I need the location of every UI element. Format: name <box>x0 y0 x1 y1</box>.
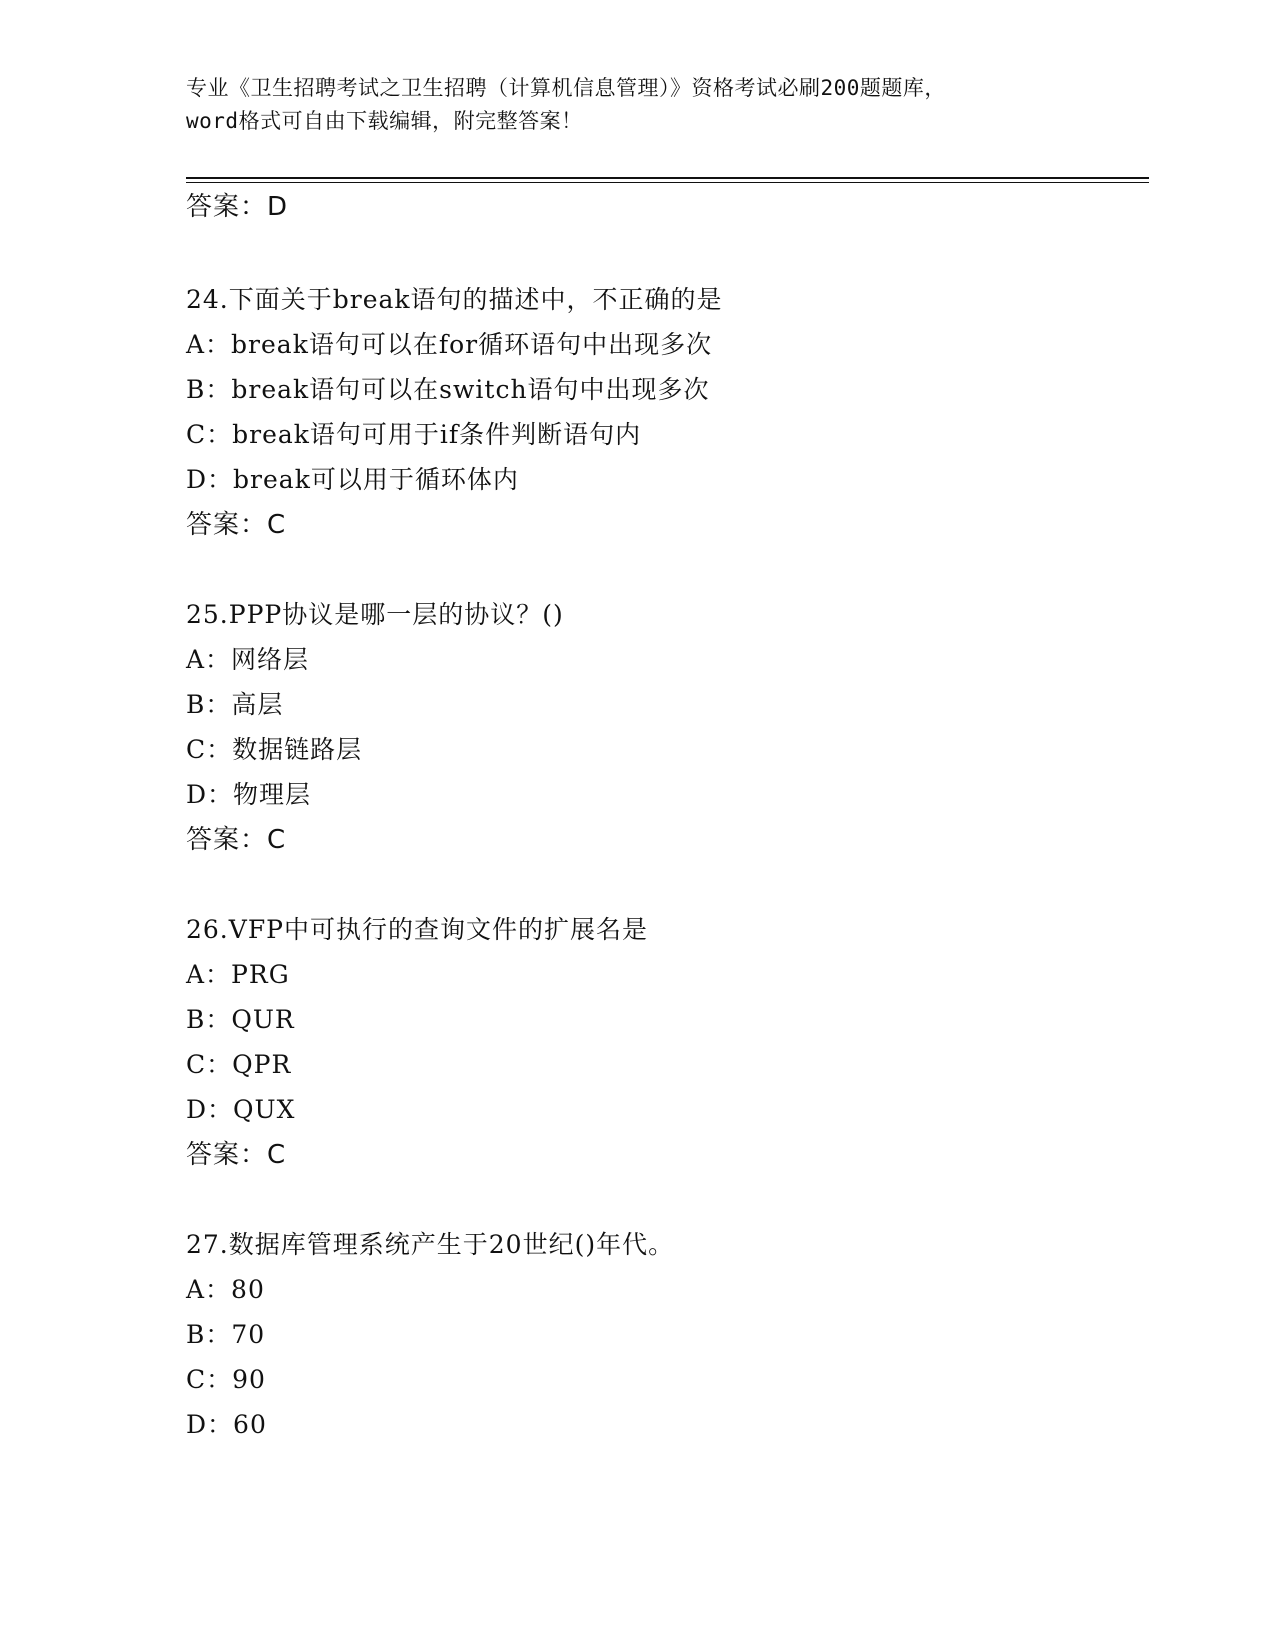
header-title-line-1: 专业《卫生招聘考试之卫生招聘（计算机信息管理）》资格考试必刷200题题库， <box>186 76 946 100</box>
question-27-option-a: A：80 <box>186 1275 265 1304</box>
question-26-option-c: C：QPR <box>186 1050 292 1079</box>
question-24-option-d: D：break可以用于循环体内 <box>186 465 519 494</box>
question-26-option-a: A：PRG <box>186 960 290 989</box>
question-25-option-b: B：高层 <box>186 690 284 719</box>
question-24-option-b: B：break语句可以在switch语句中出现多次 <box>186 375 710 404</box>
question-25-option-a: A：网络层 <box>186 645 310 674</box>
header-divider-thick <box>186 177 1149 179</box>
question-25-option-d: D：物理层 <box>186 780 312 809</box>
question-27-option-c: C：90 <box>186 1365 266 1394</box>
header-title-line-2: word格式可自由下载编辑，附完整答案！ <box>186 109 583 133</box>
question-26-answer: 答案：C <box>186 1140 287 1170</box>
question-25-option-c: C：数据链路层 <box>186 735 363 764</box>
question-27-option-d: D：60 <box>186 1410 267 1439</box>
header-divider-thin <box>186 182 1149 183</box>
question-26-option-b: B：QUR <box>186 1005 295 1034</box>
question-24-answer: 答案：C <box>186 510 287 540</box>
question-25-answer: 答案：C <box>186 825 287 855</box>
question-27-stem: 27.数据库管理系统产生于20世纪()年代。 <box>186 1230 675 1259</box>
question-24-option-c: C：break语句可用于if条件判断语句内 <box>186 420 642 449</box>
question-24-option-a: A：break语句可以在for循环语句中出现多次 <box>186 330 713 359</box>
question-26-option-d: D：QUX <box>186 1095 296 1124</box>
question-26-stem: 26.VFP中可执行的查询文件的扩展名是 <box>186 915 648 944</box>
previous-answer: 答案：D <box>186 192 289 222</box>
document-header <box>186 72 1086 138</box>
question-25-stem: 25.PPP协议是哪一层的协议？() <box>186 600 564 629</box>
question-24-stem: 24.下面关于break语句的描述中，不正确的是 <box>186 285 723 314</box>
question-27-option-b: B：70 <box>186 1320 266 1349</box>
